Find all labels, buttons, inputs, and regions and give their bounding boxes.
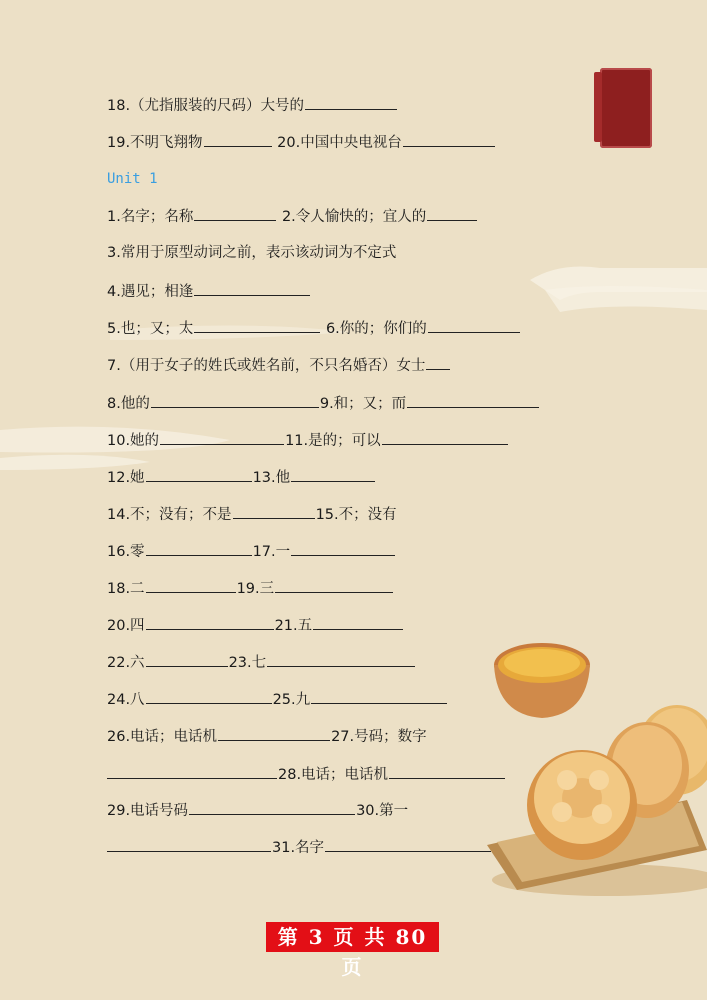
vocab-line-28 [107, 764, 506, 785]
red-seal-stamp [600, 68, 652, 148]
vocab-line-24-25 [107, 689, 448, 710]
item-text: 28.电话；电话机 [278, 767, 389, 783]
answer-blank[interactable] [275, 578, 393, 593]
vocab-line-8-9 [107, 393, 540, 414]
answer-blank[interactable] [189, 800, 355, 815]
item-text: 6.你的；你们的 [321, 321, 427, 337]
item-text: 13.他 [252, 470, 291, 486]
answer-blank[interactable] [291, 541, 395, 556]
vocab-line-10-11 [107, 430, 509, 451]
answer-blank[interactable] [407, 393, 539, 408]
answer-blank[interactable] [389, 764, 505, 779]
answer-blank[interactable] [403, 132, 495, 147]
answer-blank[interactable] [146, 467, 252, 482]
item-text: 29.电话号码 [107, 803, 189, 819]
answer-blank[interactable] [305, 95, 397, 110]
item-text: 21.五 [274, 618, 313, 634]
item-text: 20.四 [107, 618, 145, 634]
item-text: 19.不明飞翔物 [107, 135, 203, 151]
item-text: 27.号码；数字 [331, 729, 427, 745]
item-text: 24.八 [107, 692, 145, 708]
answer-blank[interactable] [151, 393, 319, 408]
item-text: 22.六 [107, 655, 145, 671]
vocab-line-20-21 [107, 615, 404, 636]
item-text: 16.零 [107, 544, 145, 560]
item-text: 9.和；又；而 [319, 396, 407, 412]
vocab-line-1-2 [107, 206, 478, 227]
answer-blank[interactable] [218, 726, 330, 741]
answer-blank[interactable] [107, 764, 277, 779]
vocab-line-16-17 [107, 541, 396, 562]
item-text: 18.二 [107, 581, 145, 597]
item-text: 30.第一 [356, 803, 409, 819]
answer-blank[interactable] [233, 504, 315, 519]
vocab-line-18-19 [107, 578, 394, 599]
vocab-line-29-30 [107, 800, 408, 821]
answer-blank[interactable] [194, 206, 276, 221]
vocab-line-19-20 [107, 132, 496, 153]
answer-blank[interactable] [291, 467, 375, 482]
vocab-line-7 [107, 355, 451, 376]
answer-blank[interactable] [160, 430, 284, 445]
vocab-line-26-27 [107, 726, 427, 747]
item-text: 8.他的 [107, 396, 150, 412]
item-text: 20.中国中央电视台 [272, 135, 402, 151]
item-text: 14.不；没有；不是 [107, 507, 232, 523]
answer-blank[interactable] [146, 541, 252, 556]
answer-blank[interactable] [428, 318, 520, 333]
answer-blank[interactable] [267, 652, 415, 667]
vocab-line-12-13 [107, 467, 376, 488]
item-text: 17.一 [252, 544, 291, 560]
page-number-footer: 第 3 页 共 80 页 [266, 922, 439, 952]
unit-heading: Unit 1 [107, 171, 158, 187]
item-text: 12.她 [107, 470, 145, 486]
tea-mooncake-illustration [477, 620, 707, 900]
answer-blank[interactable] [427, 206, 477, 221]
vocab-line-14-15 [107, 504, 397, 525]
item-text: 2.令人愉快的；宜人的 [277, 209, 427, 225]
answer-blank[interactable] [146, 689, 272, 704]
vocab-line-22-23 [107, 652, 416, 673]
answer-blank[interactable] [325, 837, 491, 852]
item-text: 3.常用于原型动词之前，表示该动词为不定式 [107, 245, 397, 261]
answer-blank[interactable] [426, 355, 450, 370]
vocab-line-18 [107, 95, 398, 116]
item-text: 26.电话；电话机 [107, 729, 218, 745]
answer-blank[interactable] [311, 689, 447, 704]
answer-blank[interactable] [146, 615, 274, 630]
item-text: 15.不；没有 [315, 507, 397, 523]
item-text: 10.她的 [107, 433, 160, 449]
item-text: 7.（用于女子的姓氏或姓名前，不只名婚否）女士 [107, 358, 426, 374]
answer-blank[interactable] [194, 281, 310, 296]
answer-blank[interactable] [194, 318, 320, 333]
vocab-line-4 [107, 281, 311, 302]
item-text: 31.名字 [272, 840, 325, 856]
item-text: 1.名字；名称 [107, 209, 194, 225]
vocab-line-3 [107, 243, 396, 263]
answer-blank[interactable] [107, 837, 271, 852]
item-text: 5.也；又；太 [107, 321, 194, 337]
answer-blank[interactable] [204, 132, 272, 147]
vocab-line-31 [107, 837, 492, 858]
answer-blank[interactable] [313, 615, 403, 630]
item-text: 4.遇见；相逢 [107, 284, 194, 300]
item-text: 19.三 [236, 581, 275, 597]
item-text: 18.（尤指服装的尺码）大号的 [107, 98, 305, 114]
vocab-line-5-6 [107, 318, 521, 339]
answer-blank[interactable] [146, 578, 236, 593]
item-text: 23.七 [228, 655, 267, 671]
answer-blank[interactable] [146, 652, 228, 667]
item-text: 25.九 [272, 692, 311, 708]
answer-blank[interactable] [382, 430, 508, 445]
item-text: 11.是的；可以 [285, 433, 381, 449]
